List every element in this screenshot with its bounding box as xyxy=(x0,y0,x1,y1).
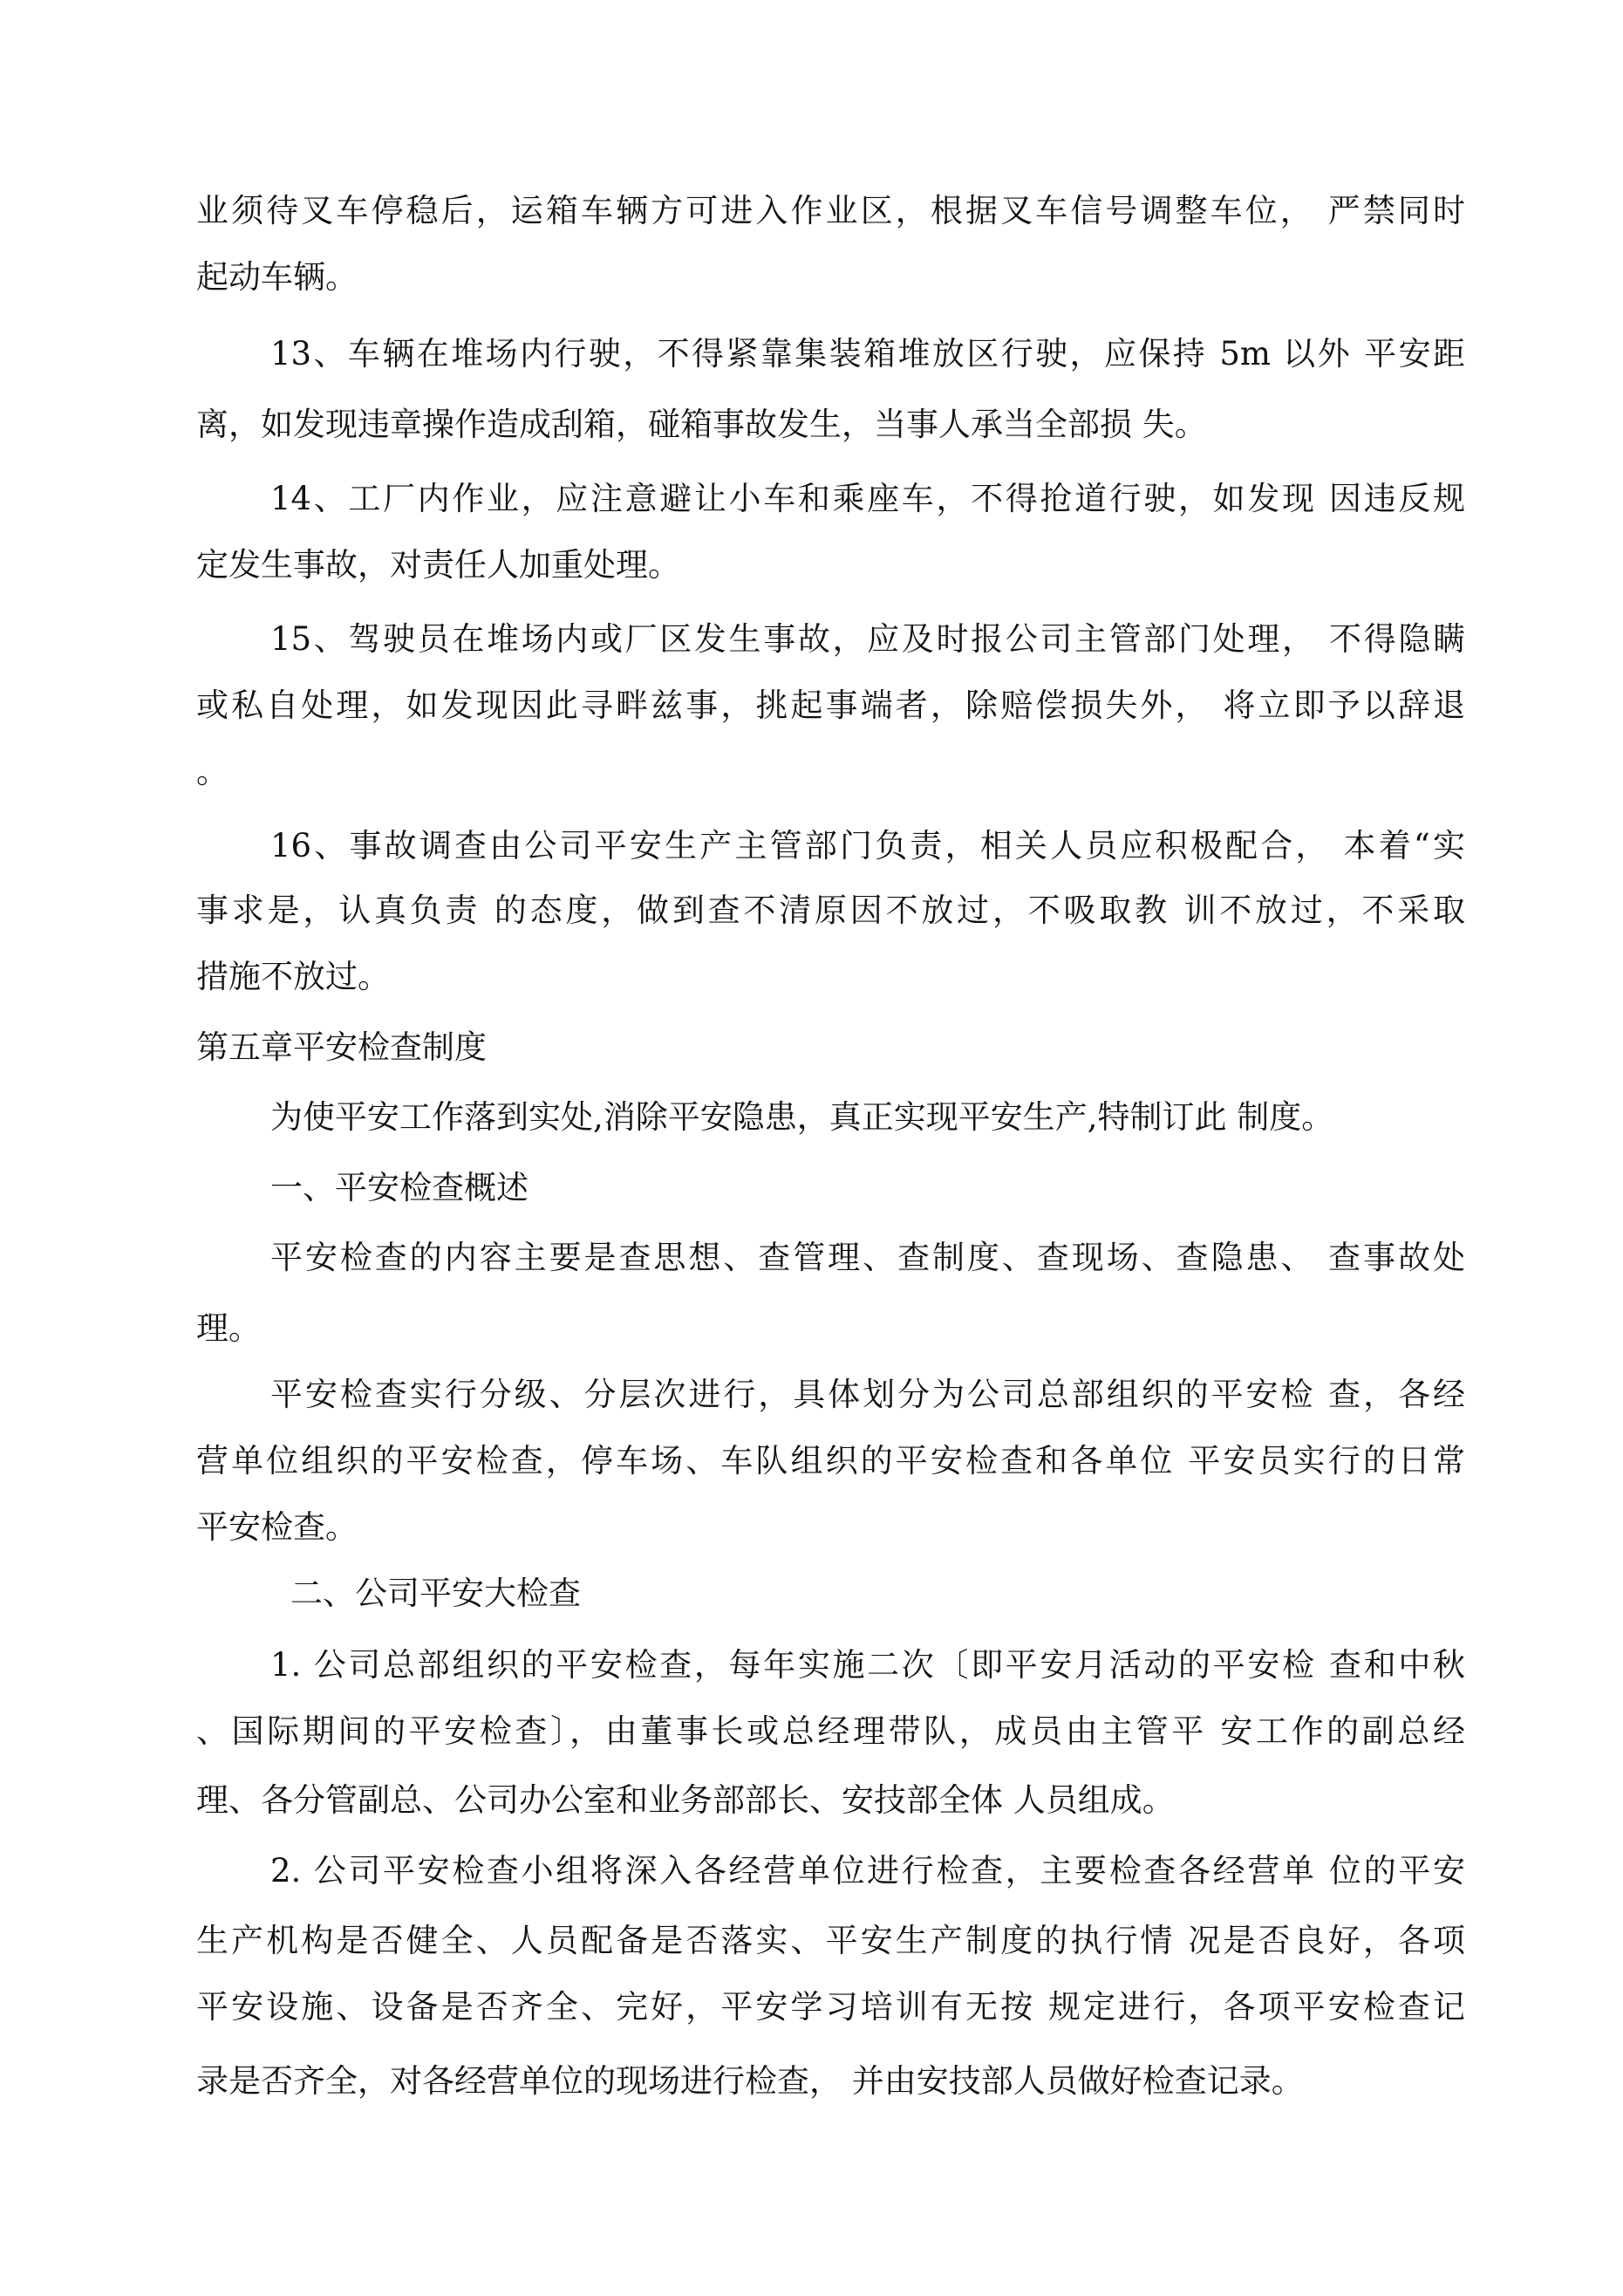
text-line: 事求是，认真负责 的态度，做到查不清原因不放过，不吸取教 训不放过，不采取 xyxy=(196,892,1465,929)
text-line: 2. 公司平安检查小组将深入各经营单位进行检查，主要检查各经营单 位的平安 xyxy=(270,1852,1465,1889)
text-line: 定发生事故，对责任人加重处理。 xyxy=(196,546,680,584)
text-line: 为使平安工作落到实处,消除平安隐患，真正实现平安生产,特制订此 制度。 xyxy=(270,1098,1334,1136)
text-line: 平安检查的内容主要是查思想、查管理、查制度、查现场、查隐患、 查事故处 xyxy=(270,1239,1465,1276)
text-line: 。 xyxy=(196,753,228,790)
text-line: 措施不放过。 xyxy=(196,958,390,995)
text-line: 13、车辆在堆场内行驶，不得紧靠集装箱堆放区行驶，应保持 5m 以外 平安距 xyxy=(270,335,1465,372)
text-line: 平安检查。 xyxy=(196,1508,358,1546)
text-line: 平安设施、设备是否齐全、完好，平安学习培训有无按 规定进行，各项平安检查记 xyxy=(196,1988,1465,2026)
text-line: 16、事故调查由公司平安生产主管部门负责，相关人员应积极配合， 本着“实 xyxy=(270,827,1465,864)
section-heading: 二、公司平安大检查 xyxy=(290,1575,581,1612)
text-line: 、国际期间的平安检查〕，由董事长或总经理带队，成员由主管平 安工作的副总经 xyxy=(196,1712,1465,1750)
text-line: 平安检查实行分级、分层次进行，具体划分为公司总部组织的平安检 查，各经 xyxy=(270,1376,1465,1413)
text-line: 营单位组织的平安检查，停车场、车队组织的平安检查和各单位 平安员实行的日常 xyxy=(196,1442,1465,1479)
text-line: 离，如发现违章操作造成刮箱，碰箱事故发生，当事人承当全部损 失。 xyxy=(196,406,1207,443)
chapter-heading: 第五章平安检查制度 xyxy=(196,1028,487,1066)
text-line: 15、驾驶员在堆场内或厂区发生事故，应及时报公司主管部门处理， 不得隐瞒 xyxy=(270,620,1465,658)
text-line: 生产机构是否健全、人员配备是否落实、平安生产制度的执行情 况是否良好，各项 xyxy=(196,1922,1465,1959)
text-line: 起动车辆。 xyxy=(196,258,358,296)
text-line: 录是否齐全，对各经营单位的现场进行检查， 并由安技部人员做好检查记录。 xyxy=(196,2062,1304,2100)
text-line: 理、各分管副总、公司办公室和业务部部长、安技部全体 人员组成。 xyxy=(196,1781,1175,1819)
text-line: 14、工厂内作业，应注意避让小车和乘座车，不得抢道行驶，如发现 因违反规 xyxy=(270,480,1465,517)
text-line: 或私自处理，如发现因此寻畔兹事，挑起事端者，除赔偿损失外， 将立即予以辞退 xyxy=(196,687,1465,724)
text-line: 理。 xyxy=(196,1309,261,1347)
text-line: 1. 公司总部组织的平安检查，每年实施二次〔即平安月活动的平安检 查和中秋 xyxy=(270,1646,1465,1684)
section-heading: 一、平安检查概述 xyxy=(270,1169,528,1206)
text-line: 业须待叉车停稳后，运箱车辆方可进入作业区，根据叉车信号调整车位， 严禁同时 xyxy=(196,192,1465,229)
